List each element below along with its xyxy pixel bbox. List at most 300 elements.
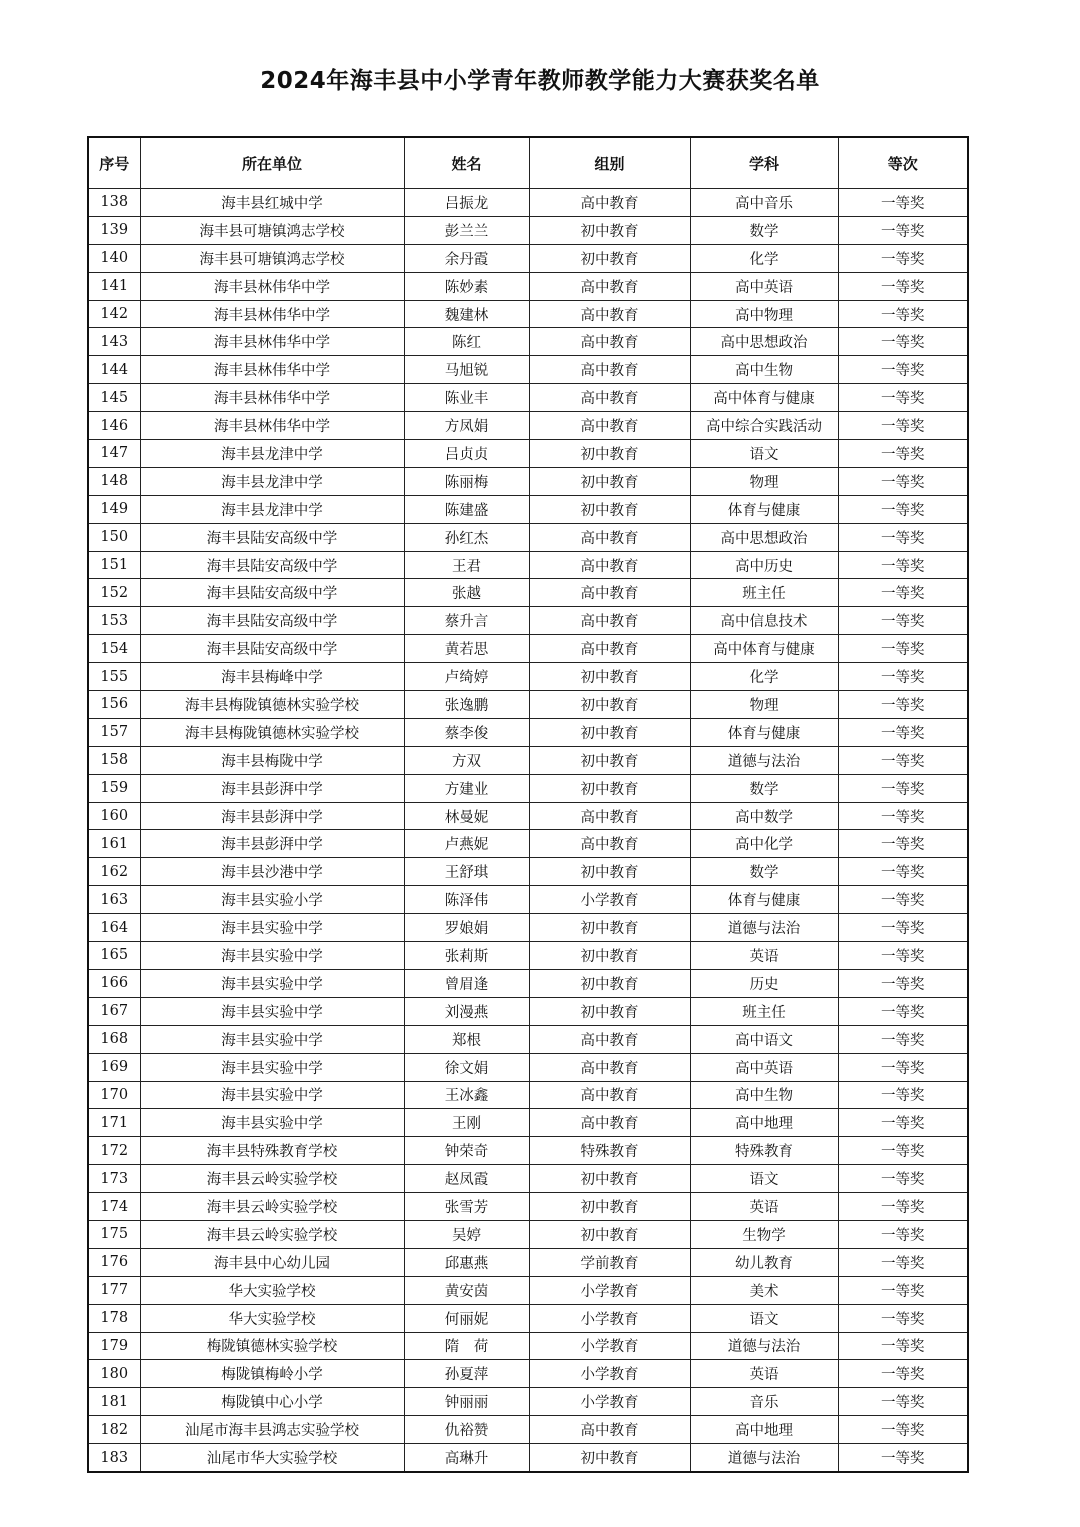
cell-rank: 一等奖 bbox=[838, 300, 968, 328]
cell-unit: 海丰县彭湃中学 bbox=[140, 774, 404, 802]
cell-unit: 汕尾市海丰县鸿志实验学校 bbox=[140, 1416, 404, 1444]
cell-group: 小学教育 bbox=[529, 1304, 690, 1332]
cell-subject: 体育与健康 bbox=[690, 718, 838, 746]
cell-name: 张逸鹏 bbox=[404, 691, 529, 719]
cell-rank: 一等奖 bbox=[838, 412, 968, 440]
cell-name: 马旭锐 bbox=[404, 356, 529, 384]
cell-unit: 海丰县彭湃中学 bbox=[140, 830, 404, 858]
cell-group: 初中教育 bbox=[529, 997, 690, 1025]
column-header-index: 序号 bbox=[88, 137, 140, 189]
cell-subject: 语文 bbox=[690, 1165, 838, 1193]
cell-rank: 一等奖 bbox=[838, 216, 968, 244]
cell-unit: 海丰县林伟华中学 bbox=[140, 356, 404, 384]
cell-index: 158 bbox=[88, 746, 140, 774]
table-row bbox=[88, 384, 968, 412]
cell-subject: 物理 bbox=[690, 467, 838, 495]
cell-unit: 海丰县实验中学 bbox=[140, 942, 404, 970]
cell-rank: 一等奖 bbox=[838, 635, 968, 663]
table-row bbox=[88, 412, 968, 440]
cell-subject: 高中地理 bbox=[690, 1109, 838, 1137]
cell-subject: 高中综合实践活动 bbox=[690, 412, 838, 440]
cell-unit: 海丰县林伟华中学 bbox=[140, 384, 404, 412]
table-body bbox=[88, 189, 968, 1472]
table-row bbox=[88, 1416, 968, 1444]
cell-group: 高中教育 bbox=[529, 356, 690, 384]
cell-rank: 一等奖 bbox=[838, 1416, 968, 1444]
cell-unit: 海丰县梅陇中学 bbox=[140, 746, 404, 774]
cell-group: 初中教育 bbox=[529, 467, 690, 495]
cell-name: 吕振龙 bbox=[404, 189, 529, 217]
cell-group: 初中教育 bbox=[529, 440, 690, 468]
table-row bbox=[88, 914, 968, 942]
cell-unit: 海丰县实验小学 bbox=[140, 886, 404, 914]
cell-index: 143 bbox=[88, 328, 140, 356]
cell-subject: 班主任 bbox=[690, 997, 838, 1025]
cell-unit: 海丰县云岭实验学校 bbox=[140, 1193, 404, 1221]
cell-name: 方双 bbox=[404, 746, 529, 774]
cell-group: 高中教育 bbox=[529, 412, 690, 440]
cell-group: 高中教育 bbox=[529, 1081, 690, 1109]
cell-group: 高中教育 bbox=[529, 607, 690, 635]
cell-index: 141 bbox=[88, 272, 140, 300]
cell-name: 吴婷 bbox=[404, 1220, 529, 1248]
cell-subject: 体育与健康 bbox=[690, 886, 838, 914]
cell-rank: 一等奖 bbox=[838, 1304, 968, 1332]
cell-index: 183 bbox=[88, 1444, 140, 1472]
cell-group: 初中教育 bbox=[529, 691, 690, 719]
cell-index: 165 bbox=[88, 942, 140, 970]
cell-unit: 梅陇镇德林实验学校 bbox=[140, 1332, 404, 1360]
table-row bbox=[88, 1193, 968, 1221]
cell-group: 特殊教育 bbox=[529, 1137, 690, 1165]
cell-subject: 道德与法治 bbox=[690, 914, 838, 942]
cell-rank: 一等奖 bbox=[838, 1444, 968, 1472]
cell-rank: 一等奖 bbox=[838, 1248, 968, 1276]
cell-rank: 一等奖 bbox=[838, 1109, 968, 1137]
cell-rank: 一等奖 bbox=[838, 1360, 968, 1388]
cell-rank: 一等奖 bbox=[838, 467, 968, 495]
cell-rank: 一等奖 bbox=[838, 495, 968, 523]
table-row bbox=[88, 523, 968, 551]
cell-subject: 道德与法治 bbox=[690, 1444, 838, 1472]
cell-subject: 数学 bbox=[690, 216, 838, 244]
cell-name: 彭兰兰 bbox=[404, 216, 529, 244]
cell-name: 陈丽梅 bbox=[404, 467, 529, 495]
cell-rank: 一等奖 bbox=[838, 969, 968, 997]
cell-subject: 高中生物 bbox=[690, 1081, 838, 1109]
table-row bbox=[88, 1137, 968, 1165]
cell-subject: 物理 bbox=[690, 691, 838, 719]
cell-index: 138 bbox=[88, 189, 140, 217]
cell-rank: 一等奖 bbox=[838, 691, 968, 719]
table-row bbox=[88, 328, 968, 356]
cell-index: 156 bbox=[88, 691, 140, 719]
cell-group: 高中教育 bbox=[529, 328, 690, 356]
cell-index: 166 bbox=[88, 969, 140, 997]
cell-unit: 海丰县陆安高级中学 bbox=[140, 523, 404, 551]
table-row bbox=[88, 467, 968, 495]
cell-index: 164 bbox=[88, 914, 140, 942]
cell-name: 林曼妮 bbox=[404, 802, 529, 830]
cell-subject: 体育与健康 bbox=[690, 495, 838, 523]
cell-subject: 高中英语 bbox=[690, 272, 838, 300]
cell-subject: 英语 bbox=[690, 1360, 838, 1388]
cell-name: 吕贞贞 bbox=[404, 440, 529, 468]
cell-name: 郑根 bbox=[404, 1025, 529, 1053]
table-row bbox=[88, 1388, 968, 1416]
cell-unit: 海丰县云岭实验学校 bbox=[140, 1165, 404, 1193]
cell-rank: 一等奖 bbox=[838, 802, 968, 830]
cell-rank: 一等奖 bbox=[838, 244, 968, 272]
table-row bbox=[88, 830, 968, 858]
cell-group: 初中教育 bbox=[529, 718, 690, 746]
cell-index: 144 bbox=[88, 356, 140, 384]
cell-unit: 海丰县实验中学 bbox=[140, 1109, 404, 1137]
cell-subject: 道德与法治 bbox=[690, 746, 838, 774]
cell-group: 高中教育 bbox=[529, 802, 690, 830]
cell-subject: 化学 bbox=[690, 244, 838, 272]
cell-group: 高中教育 bbox=[529, 1109, 690, 1137]
cell-name: 徐文娟 bbox=[404, 1053, 529, 1081]
cell-index: 157 bbox=[88, 718, 140, 746]
cell-name: 黄若思 bbox=[404, 635, 529, 663]
cell-index: 161 bbox=[88, 830, 140, 858]
table-row bbox=[88, 1276, 968, 1304]
cell-name: 蔡升言 bbox=[404, 607, 529, 635]
cell-rank: 一等奖 bbox=[838, 1193, 968, 1221]
cell-subject: 高中英语 bbox=[690, 1053, 838, 1081]
table-row bbox=[88, 1053, 968, 1081]
cell-group: 初中教育 bbox=[529, 495, 690, 523]
cell-unit: 海丰县龙津中学 bbox=[140, 467, 404, 495]
table-row bbox=[88, 1220, 968, 1248]
cell-rank: 一等奖 bbox=[838, 356, 968, 384]
cell-subject: 高中数学 bbox=[690, 802, 838, 830]
table-row bbox=[88, 1248, 968, 1276]
cell-subject: 高中物理 bbox=[690, 300, 838, 328]
cell-index: 180 bbox=[88, 1360, 140, 1388]
cell-index: 160 bbox=[88, 802, 140, 830]
table-row bbox=[88, 189, 968, 217]
table-row bbox=[88, 1109, 968, 1137]
cell-index: 167 bbox=[88, 997, 140, 1025]
cell-unit: 海丰县实验中学 bbox=[140, 969, 404, 997]
cell-name: 王君 bbox=[404, 551, 529, 579]
cell-group: 初中教育 bbox=[529, 1444, 690, 1472]
cell-index: 175 bbox=[88, 1220, 140, 1248]
column-header-subject: 学科 bbox=[690, 137, 838, 189]
cell-index: 171 bbox=[88, 1109, 140, 1137]
cell-index: 147 bbox=[88, 440, 140, 468]
cell-name: 罗娘娟 bbox=[404, 914, 529, 942]
cell-name: 张莉斯 bbox=[404, 942, 529, 970]
cell-subject: 高中信息技术 bbox=[690, 607, 838, 635]
cell-rank: 一等奖 bbox=[838, 523, 968, 551]
cell-name: 卢绮婷 bbox=[404, 663, 529, 691]
cell-index: 142 bbox=[88, 300, 140, 328]
cell-group: 高中教育 bbox=[529, 272, 690, 300]
cell-group: 初中教育 bbox=[529, 216, 690, 244]
cell-name: 卢燕妮 bbox=[404, 830, 529, 858]
cell-subject: 高中化学 bbox=[690, 830, 838, 858]
table-row bbox=[88, 774, 968, 802]
cell-subject: 高中体育与健康 bbox=[690, 635, 838, 663]
cell-unit: 海丰县陆安高级中学 bbox=[140, 635, 404, 663]
cell-index: 178 bbox=[88, 1304, 140, 1332]
cell-rank: 一等奖 bbox=[838, 746, 968, 774]
table-row bbox=[88, 942, 968, 970]
cell-subject: 语文 bbox=[690, 440, 838, 468]
cell-subject: 英语 bbox=[690, 1193, 838, 1221]
cell-index: 145 bbox=[88, 384, 140, 412]
cell-unit: 海丰县梅陇镇德林实验学校 bbox=[140, 691, 404, 719]
cell-index: 154 bbox=[88, 635, 140, 663]
table-row bbox=[88, 997, 968, 1025]
cell-rank: 一等奖 bbox=[838, 1388, 968, 1416]
cell-unit: 华大实验学校 bbox=[140, 1276, 404, 1304]
cell-rank: 一等奖 bbox=[838, 1220, 968, 1248]
cell-rank: 一等奖 bbox=[838, 328, 968, 356]
cell-index: 151 bbox=[88, 551, 140, 579]
table-row bbox=[88, 440, 968, 468]
cell-name: 方建业 bbox=[404, 774, 529, 802]
cell-name: 陈泽伟 bbox=[404, 886, 529, 914]
cell-subject: 高中语文 bbox=[690, 1025, 838, 1053]
cell-rank: 一等奖 bbox=[838, 1053, 968, 1081]
cell-group: 初中教育 bbox=[529, 774, 690, 802]
cell-index: 159 bbox=[88, 774, 140, 802]
cell-rank: 一等奖 bbox=[838, 886, 968, 914]
cell-group: 小学教育 bbox=[529, 1276, 690, 1304]
cell-unit: 海丰县沙港中学 bbox=[140, 858, 404, 886]
cell-name: 蔡李俊 bbox=[404, 718, 529, 746]
cell-group: 高中教育 bbox=[529, 551, 690, 579]
cell-index: 153 bbox=[88, 607, 140, 635]
cell-name: 隋 荷 bbox=[404, 1332, 529, 1360]
column-header-rank: 等次 bbox=[838, 137, 968, 189]
cell-name: 孙红杰 bbox=[404, 523, 529, 551]
cell-group: 高中教育 bbox=[529, 635, 690, 663]
cell-index: 177 bbox=[88, 1276, 140, 1304]
table-row bbox=[88, 718, 968, 746]
cell-group: 高中教育 bbox=[529, 579, 690, 607]
cell-index: 163 bbox=[88, 886, 140, 914]
table-row bbox=[88, 1081, 968, 1109]
table-row bbox=[88, 579, 968, 607]
cell-subject: 高中地理 bbox=[690, 1416, 838, 1444]
cell-name: 陈妙素 bbox=[404, 272, 529, 300]
cell-group: 初中教育 bbox=[529, 914, 690, 942]
cell-subject: 英语 bbox=[690, 942, 838, 970]
cell-subject: 数学 bbox=[690, 858, 838, 886]
cell-group: 小学教育 bbox=[529, 1388, 690, 1416]
cell-unit: 海丰县林伟华中学 bbox=[140, 328, 404, 356]
column-header-group: 组别 bbox=[529, 137, 690, 189]
table-row bbox=[88, 551, 968, 579]
cell-name: 仇裕赞 bbox=[404, 1416, 529, 1444]
cell-name: 钟丽丽 bbox=[404, 1388, 529, 1416]
awards-table bbox=[87, 136, 969, 1473]
cell-name: 陈建盛 bbox=[404, 495, 529, 523]
cell-unit: 海丰县林伟华中学 bbox=[140, 272, 404, 300]
cell-name: 刘漫燕 bbox=[404, 997, 529, 1025]
cell-subject: 特殊教育 bbox=[690, 1137, 838, 1165]
cell-subject: 道德与法治 bbox=[690, 1332, 838, 1360]
table-row bbox=[88, 886, 968, 914]
cell-name: 赵凤霞 bbox=[404, 1165, 529, 1193]
table-row bbox=[88, 663, 968, 691]
cell-name: 钟荣奇 bbox=[404, 1137, 529, 1165]
cell-subject: 高中思想政治 bbox=[690, 328, 838, 356]
table-row bbox=[88, 356, 968, 384]
cell-unit: 海丰县红城中学 bbox=[140, 189, 404, 217]
table-row bbox=[88, 858, 968, 886]
cell-unit: 海丰县林伟华中学 bbox=[140, 412, 404, 440]
cell-rank: 一等奖 bbox=[838, 607, 968, 635]
cell-subject: 音乐 bbox=[690, 1388, 838, 1416]
column-header-name: 姓名 bbox=[404, 137, 529, 189]
cell-name: 方凤娟 bbox=[404, 412, 529, 440]
cell-rank: 一等奖 bbox=[838, 663, 968, 691]
cell-unit: 海丰县实验中学 bbox=[140, 997, 404, 1025]
cell-index: 148 bbox=[88, 467, 140, 495]
table-row bbox=[88, 691, 968, 719]
cell-unit: 海丰县特殊教育学校 bbox=[140, 1137, 404, 1165]
table-row bbox=[88, 244, 968, 272]
cell-group: 初中教育 bbox=[529, 746, 690, 774]
cell-index: 162 bbox=[88, 858, 140, 886]
cell-index: 146 bbox=[88, 412, 140, 440]
cell-name: 王刚 bbox=[404, 1109, 529, 1137]
cell-unit: 梅陇镇中心小学 bbox=[140, 1388, 404, 1416]
cell-subject: 高中体育与健康 bbox=[690, 384, 838, 412]
cell-subject: 语文 bbox=[690, 1304, 838, 1332]
cell-index: 182 bbox=[88, 1416, 140, 1444]
cell-group: 初中教育 bbox=[529, 663, 690, 691]
table-row bbox=[88, 746, 968, 774]
cell-rank: 一等奖 bbox=[838, 551, 968, 579]
cell-name: 张越 bbox=[404, 579, 529, 607]
cell-unit: 华大实验学校 bbox=[140, 1304, 404, 1332]
cell-group: 小学教育 bbox=[529, 1332, 690, 1360]
table-header-row bbox=[88, 137, 968, 189]
cell-rank: 一等奖 bbox=[838, 774, 968, 802]
cell-name: 王冰鑫 bbox=[404, 1081, 529, 1109]
cell-index: 152 bbox=[88, 579, 140, 607]
cell-name: 陈红 bbox=[404, 328, 529, 356]
cell-index: 181 bbox=[88, 1388, 140, 1416]
cell-unit: 海丰县梅峰中学 bbox=[140, 663, 404, 691]
cell-unit: 海丰县陆安高级中学 bbox=[140, 607, 404, 635]
cell-group: 高中教育 bbox=[529, 1053, 690, 1081]
cell-subject: 化学 bbox=[690, 663, 838, 691]
cell-rank: 一等奖 bbox=[838, 718, 968, 746]
cell-unit: 海丰县龙津中学 bbox=[140, 440, 404, 468]
cell-index: 169 bbox=[88, 1053, 140, 1081]
table-row bbox=[88, 1444, 968, 1472]
cell-name: 邱惠燕 bbox=[404, 1248, 529, 1276]
table-row bbox=[88, 1332, 968, 1360]
cell-subject: 班主任 bbox=[690, 579, 838, 607]
cell-group: 小学教育 bbox=[529, 1360, 690, 1388]
document-title: 2024年海丰县中小学青年教师教学能力大赛获奖名单 bbox=[260, 68, 820, 94]
cell-rank: 一等奖 bbox=[838, 1165, 968, 1193]
cell-rank: 一等奖 bbox=[838, 830, 968, 858]
cell-unit: 海丰县实验中学 bbox=[140, 1053, 404, 1081]
cell-name: 孙夏萍 bbox=[404, 1360, 529, 1388]
cell-index: 179 bbox=[88, 1332, 140, 1360]
table-row bbox=[88, 1025, 968, 1053]
cell-subject: 高中生物 bbox=[690, 356, 838, 384]
cell-name: 曾眉逢 bbox=[404, 969, 529, 997]
cell-index: 174 bbox=[88, 1193, 140, 1221]
cell-rank: 一等奖 bbox=[838, 997, 968, 1025]
column-header-unit: 所在单位 bbox=[140, 137, 404, 189]
cell-group: 高中教育 bbox=[529, 830, 690, 858]
cell-group: 高中教育 bbox=[529, 189, 690, 217]
cell-subject: 美术 bbox=[690, 1276, 838, 1304]
cell-unit: 海丰县彭湃中学 bbox=[140, 802, 404, 830]
table-row bbox=[88, 1165, 968, 1193]
cell-name: 魏建林 bbox=[404, 300, 529, 328]
cell-rank: 一等奖 bbox=[838, 189, 968, 217]
cell-unit: 海丰县陆安高级中学 bbox=[140, 579, 404, 607]
cell-rank: 一等奖 bbox=[838, 272, 968, 300]
cell-subject: 生物学 bbox=[690, 1220, 838, 1248]
cell-group: 小学教育 bbox=[529, 886, 690, 914]
table-row bbox=[88, 495, 968, 523]
table-row bbox=[88, 272, 968, 300]
cell-group: 学前教育 bbox=[529, 1248, 690, 1276]
cell-rank: 一等奖 bbox=[838, 1081, 968, 1109]
cell-unit: 梅陇镇梅岭小学 bbox=[140, 1360, 404, 1388]
cell-unit: 海丰县可塘镇鸿志学校 bbox=[140, 244, 404, 272]
cell-group: 初中教育 bbox=[529, 1220, 690, 1248]
table-row bbox=[88, 635, 968, 663]
cell-group: 初中教育 bbox=[529, 1193, 690, 1221]
cell-group: 初中教育 bbox=[529, 942, 690, 970]
cell-index: 139 bbox=[88, 216, 140, 244]
cell-rank: 一等奖 bbox=[838, 1332, 968, 1360]
cell-unit: 海丰县林伟华中学 bbox=[140, 300, 404, 328]
cell-rank: 一等奖 bbox=[838, 384, 968, 412]
cell-unit: 海丰县中心幼儿园 bbox=[140, 1248, 404, 1276]
cell-name: 高琳升 bbox=[404, 1444, 529, 1472]
cell-rank: 一等奖 bbox=[838, 1137, 968, 1165]
cell-group: 高中教育 bbox=[529, 1025, 690, 1053]
cell-index: 176 bbox=[88, 1248, 140, 1276]
cell-name: 陈业丰 bbox=[404, 384, 529, 412]
cell-unit: 海丰县陆安高级中学 bbox=[140, 551, 404, 579]
cell-index: 170 bbox=[88, 1081, 140, 1109]
cell-index: 150 bbox=[88, 523, 140, 551]
cell-index: 168 bbox=[88, 1025, 140, 1053]
table-row bbox=[88, 802, 968, 830]
cell-index: 140 bbox=[88, 244, 140, 272]
cell-index: 172 bbox=[88, 1137, 140, 1165]
cell-group: 高中教育 bbox=[529, 523, 690, 551]
cell-subject: 历史 bbox=[690, 969, 838, 997]
table-row bbox=[88, 607, 968, 635]
cell-index: 155 bbox=[88, 663, 140, 691]
cell-index: 149 bbox=[88, 495, 140, 523]
cell-rank: 一等奖 bbox=[838, 914, 968, 942]
cell-subject: 数学 bbox=[690, 774, 838, 802]
cell-unit: 海丰县可塘镇鸿志学校 bbox=[140, 216, 404, 244]
cell-name: 王舒琪 bbox=[404, 858, 529, 886]
cell-rank: 一等奖 bbox=[838, 440, 968, 468]
table-row bbox=[88, 969, 968, 997]
